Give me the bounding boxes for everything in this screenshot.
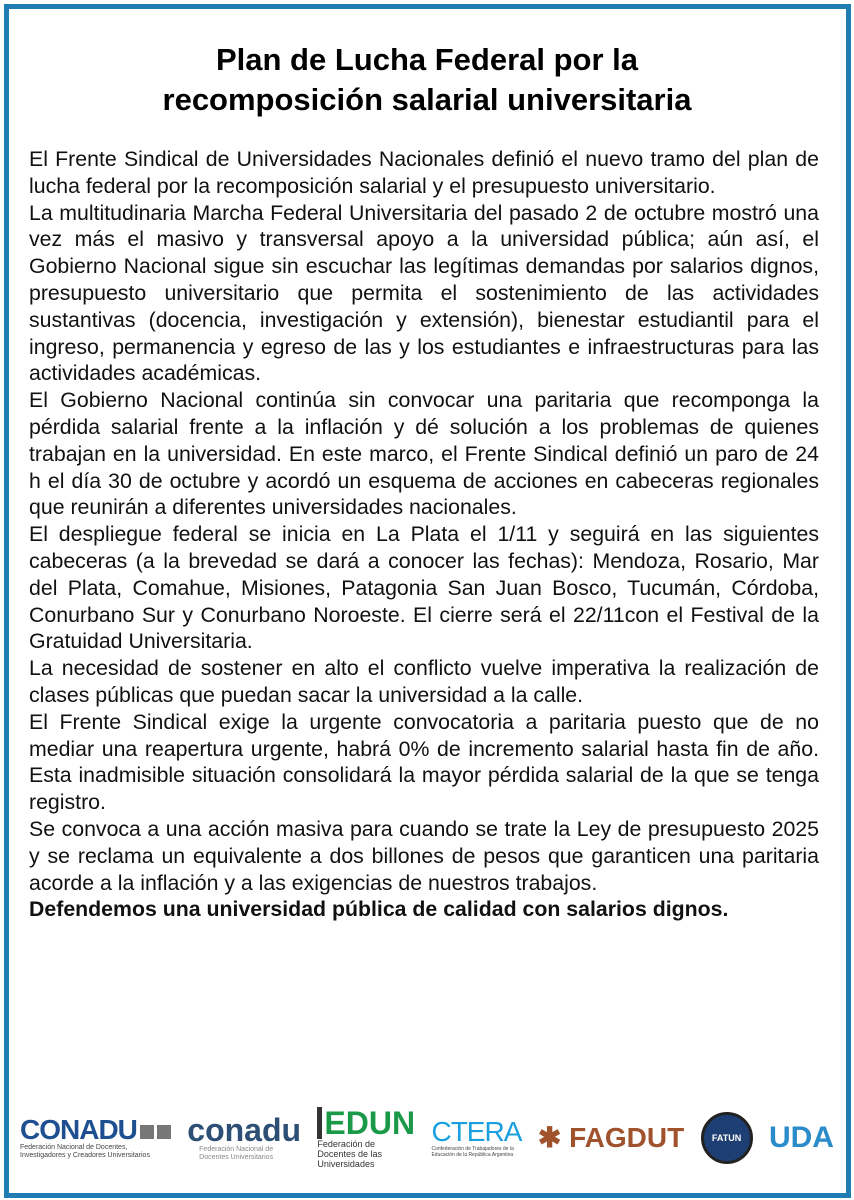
conadu-logo-name: conadu: [187, 1112, 302, 1148]
paragraph: El Gobierno Nacional continúa sin convocar una paritaria que recomponga la pérdida salarial frente a la inflación y dé solución a los problemas de quienes trabajan en la universidad. En este marco, el Frente Sindical definió un paro de 24 h el día 30 de octubre y acordó un esquema de acciones en cabeceras regionales que reunirán a diferentes universidades nacionales.: [29, 388, 819, 520]
ctera-logo: [431, 1118, 521, 1158]
conadu-logo-sub: Federación Nacional de Docentes Universitarios: [199, 1146, 274, 1161]
title-line-1: Plan de Lucha Federal por la: [215, 42, 639, 77]
fagdut-logo-name: ✱ FAGDUT: [537, 1122, 685, 1153]
uda-logo: [769, 1123, 834, 1153]
fedun-logo-sub: Federación de Docentes de las Universidades: [317, 1139, 382, 1169]
closing-statement: Defendemos una universidad pública de calidad con salarios dignos.: [29, 897, 729, 922]
document-body: [29, 146, 819, 923]
conaduh-logo-sub: Federación Nacional de Docentes, Investigadores y Creadores Universitarios: [20, 1144, 150, 1159]
fedun-logo-name: EDUN: [317, 1107, 415, 1139]
paragraph: El Frente Sindical exige la urgente convocatoria a paritaria puesto que de no mediar una reapertura urgente, habrá 0% de incremento salarial hasta fin de año. Esta inadmisible situación consolidará la mayor pérdida salarial de la que se tenga registro.: [29, 709, 819, 815]
conadu-logo: [187, 1114, 301, 1162]
conaduh-logo-name: CONADU: [20, 1114, 137, 1145]
fatun-logo: FATUN: [701, 1112, 753, 1164]
uda-logo-name: UDA: [768, 1121, 834, 1154]
paragraph: La multitudinaria Marcha Federal Universitaria del pasado 2 de octubre mostró una vez más el masivo y transversal apoyo a la universidad pública; aún así, el Gobierno Nacional sigue sin escuchar las legítimas demandas por salarios dignos, presupuesto universitario que permita el sostenimiento de las actividades sustantivas (docencia, investigación y extensión), bienestar estudiantil para el ingreso, permanencia y egreso de las y los estudiantes e infraestructuras para las actividades académicas.: [29, 200, 819, 386]
paragraph: El despliegue federal se inicia en La Plata el 1/11 y seguirá en las siguientes cabeceras (a la brevedad se dará a conocer las fechas): Mendoza, Rosario, Mar del Plata, Comahue, Misiones, Patagonia San Juan Bosco, Tucumán, Córdoba, Conurbano Sur y Conurbano Noroeste. El cierre será el 22/11con el Festival de la Gratuidad Universitaria.: [29, 522, 819, 654]
paragraph: Se convoca a una acción masiva para cuando se trate la Ley de presupuesto 2025 y se reclama un equivalente a dos billones de pesos que garanticen una paritaria acorde a la inflación y a las exigencias de nuestros trabajos.: [29, 816, 819, 895]
fagdut-logo: [538, 1124, 684, 1152]
ctera-logo-sub: Confederación de Trabajadores de la Educación de la República Argentina: [431, 1146, 514, 1158]
paragraph: El Frente Sindical de Universidades Nacionales definió el nuevo tramo del plan de lucha federal por la recomposición salarial y el presupuesto universitario.: [29, 147, 819, 198]
logo-strip: [20, 1105, 834, 1169]
fedun-logo: [317, 1107, 415, 1169]
conaduh-logo: [20, 1116, 171, 1160]
ctera-logo-name: CTERA: [431, 1116, 522, 1147]
paragraph: La necesidad de sostener en alto el conflicto vuelve imperativa la realización de clases públicas que puedan sacar la universidad a la calle.: [29, 656, 819, 707]
title-line-2: recomposición salarial universitaria: [162, 82, 692, 117]
document-title: [0, 40, 854, 120]
